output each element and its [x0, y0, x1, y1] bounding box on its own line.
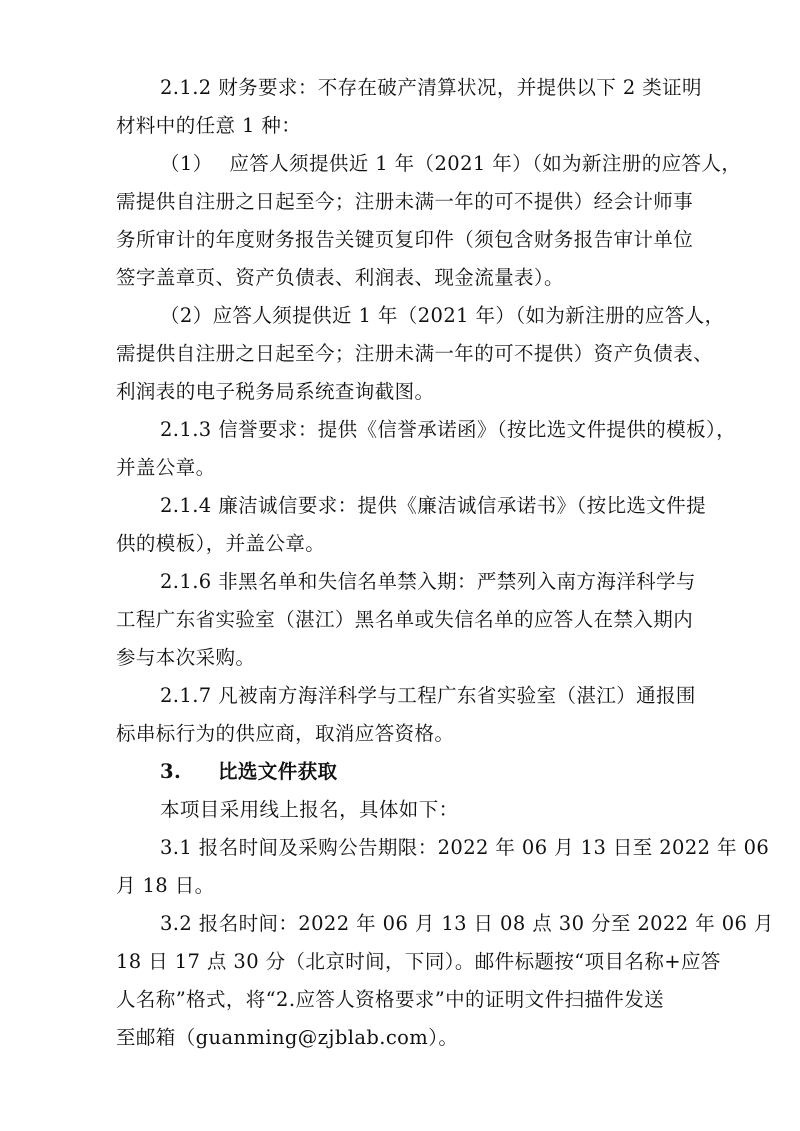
text-line: 需提供自注册之日起至今；注册未满一年的可不提供）经会计师事 — [116, 190, 694, 213]
text-line: 签字盖章页、资产负债表、利润表、现金流量表）。 — [116, 266, 564, 289]
text-line: 供的模板），并盖公章。 — [116, 532, 326, 555]
text-line: 参与本次采购。 — [116, 646, 256, 669]
text-line: 工程广东省实验室（湛江）黑名单或失信名单的应答人在禁入期内 — [116, 608, 694, 631]
text-line: 务所审计的年度财务报告关键页复印件（须包含财务报告审计单位 — [116, 228, 694, 251]
text-line: 2.1.7 凡被南方海洋科学与工程广东省实验室（湛江）通报围 — [160, 684, 696, 707]
text-line: 2.1.6 非黑名单和失信名单禁入期：严禁列入南方海洋科学与 — [160, 570, 696, 593]
section-number: 3. — [160, 760, 182, 783]
text-line: 18 日 17 点 30 分（北京时间，下同）。邮件标题按“项目名称+应答 — [116, 950, 721, 973]
text-line: 至邮箱（guanming@zjblab.com）。 — [116, 1026, 459, 1049]
text-line: 利润表的电子税务局系统查询截图。 — [116, 380, 435, 403]
text-line: 月 18 日。 — [116, 874, 215, 897]
text-line: 本项目采用线上报名，具体如下： — [160, 798, 459, 821]
text-line: 需提供自注册之日起至今；注册未满一年的可不提供）资产负债表、 — [116, 342, 714, 365]
text-line: 材料中的任意 1 种： — [116, 114, 302, 137]
text-line: 3.2 报名时间：2022 年 06 月 13 日 08 点 30 分至 2022 年 06 月 — [160, 912, 774, 935]
text-line: 2.1.2 财务要求：不存在破产清算状况，并提供以下 2 类证明 — [160, 76, 702, 99]
text-line: 3.1 报名时间及采购公告期限：2022 年 06 月 13 日至 2022 年 06 — [160, 836, 770, 859]
section-title: 比选文件获取 — [218, 760, 338, 783]
text-line: （2）应答人须提供近 1 年（2021 年）（如为新注册的应答人， — [160, 304, 725, 327]
text-line: （1） 应答人须提供近 1 年（2021 年）（如为新注册的应答人， — [160, 152, 742, 175]
text-line: 2.1.4 廉洁诚信要求：提供《廉洁诚信承诺书》（按比选文件提 — [160, 494, 706, 517]
text-line: 标串标行为的供应商，取消应答资格。 — [116, 722, 455, 745]
text-line: 并盖公章。 — [116, 456, 216, 479]
text-line: 2.1.3 信誉要求：提供《信誉承诺函》（按比选文件提供的模板）， — [160, 418, 737, 441]
section-heading — [160, 759, 337, 785]
text-line: 人名称”格式，将“2.应答人资格要求”中的证明文件扫描件发送 — [116, 988, 665, 1011]
